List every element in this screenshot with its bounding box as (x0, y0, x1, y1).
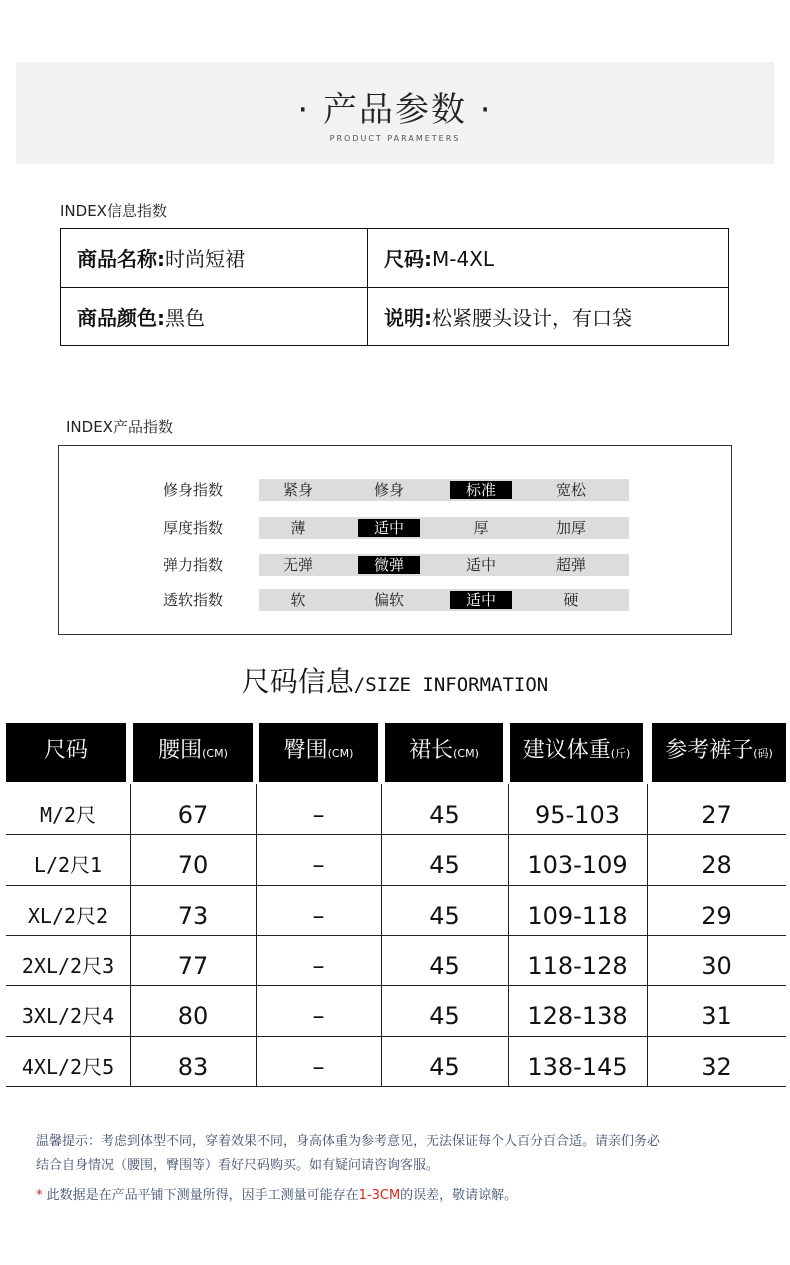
index-scale-bar (259, 517, 629, 539)
info-cell (368, 229, 729, 288)
error-range: 1-3CM (358, 1188, 401, 1203)
index-option: 加厚 (555, 519, 586, 537)
info-value: M-4XL (432, 247, 495, 272)
size-title-en: /SIZE INFORMATION (353, 674, 549, 696)
size-label-cell: 4XL/2尺5 (21, 1055, 115, 1079)
index-option: 无弹 (282, 556, 313, 574)
index-row-name: 弹力指数 (163, 556, 224, 574)
header-label: 参考裤子 (665, 738, 754, 763)
size-value-cell: 45 (429, 1002, 460, 1030)
size-value-cell: – (312, 851, 325, 879)
size-value-cell: 45 (429, 1053, 460, 1081)
product-index-box (58, 445, 732, 635)
size-value-cell: 83 (177, 1053, 209, 1081)
size-value-cell: 45 (429, 801, 460, 829)
size-label-cell: M/2尺 (39, 803, 97, 827)
index-row-name: 修身指数 (163, 481, 224, 499)
header-label: 腰围 (158, 738, 203, 763)
info-cell (61, 229, 368, 288)
size-value-cell: 73 (177, 902, 209, 930)
size-value-cell: 109-118 (527, 902, 628, 930)
size-value-cell: – (312, 1002, 325, 1030)
size-value-cell: 128-138 (527, 1002, 628, 1030)
index-option: 宽松 (555, 481, 586, 499)
size-label-cell: L/2尺1 (33, 853, 103, 877)
info-key: 商品名称: (77, 247, 165, 272)
size-value-cell: – (312, 801, 325, 829)
size-label-cell: XL/2尺2 (27, 904, 109, 928)
size-title-cn: 尺码信息 (241, 665, 354, 698)
index-row (163, 554, 633, 576)
size-header-cell (510, 723, 643, 782)
size-value-cell: – (312, 1053, 325, 1081)
index-option: 厚 (473, 519, 489, 537)
size-header-cell (133, 723, 253, 782)
index-option-selected: 标准 (450, 481, 512, 499)
size-value-cell: 80 (177, 1002, 209, 1030)
index-option-selected: 微弹 (358, 556, 420, 574)
index-row (163, 589, 633, 611)
size-value-cell: 29 (701, 902, 732, 930)
info-value: 松紧腰头设计，有口袋 (432, 305, 632, 330)
info-row (61, 229, 729, 288)
info-key: 商品颜色: (77, 305, 165, 330)
index-row-name: 厚度指数 (163, 519, 224, 537)
size-header-cell (385, 723, 503, 782)
index-option: 修身 (373, 481, 404, 499)
index-option: 适中 (465, 556, 496, 574)
header-label: 裙长 (409, 738, 454, 763)
index-scale-bar (259, 554, 629, 576)
size-value-cell: 27 (701, 801, 732, 829)
size-label-cell: 2XL/2尺3 (21, 954, 115, 978)
info-cell (368, 287, 729, 346)
size-value-cell: 118-128 (527, 952, 628, 980)
header-unit: (码) (753, 747, 773, 760)
index-option: 薄 (290, 519, 306, 537)
measurement-note-b: 的误差，敬请谅解。 (400, 1188, 518, 1203)
size-value-cell: 67 (177, 801, 209, 829)
size-value-cell: 77 (177, 952, 209, 980)
index-section-label: INDEX产品指数 (66, 418, 173, 436)
index-option: 偏软 (373, 591, 404, 609)
product-parameters-banner (16, 62, 774, 164)
header-label: 尺码 (43, 738, 88, 763)
size-info-title (0, 660, 790, 700)
size-value-cell: 28 (701, 851, 732, 879)
index-row (163, 517, 633, 539)
size-value-cell: 138-145 (527, 1053, 628, 1081)
index-option: 硬 (563, 591, 579, 609)
size-value-cell: 45 (429, 851, 460, 879)
index-option: 超弹 (555, 556, 586, 574)
asterisk: * (36, 1188, 43, 1203)
index-scale-bar (259, 589, 629, 611)
info-section-label: INDEX信息指数 (60, 202, 167, 220)
size-value-cell: 30 (701, 952, 732, 980)
size-value-cell: 45 (429, 952, 460, 980)
info-cell (61, 287, 368, 346)
tip-line-2: 结合自身情况（腰围，臀围等）看好尺码购买。如有疑问请咨询客服。 (36, 1158, 440, 1173)
header-label: 臀围 (283, 738, 328, 763)
size-header-cell (652, 723, 786, 782)
index-option: 紧身 (282, 481, 313, 499)
header-unit: (CM) (202, 747, 228, 760)
info-key: 说明: (384, 305, 432, 330)
index-row (163, 479, 633, 501)
info-table (60, 228, 729, 346)
size-value-cell: 45 (429, 902, 460, 930)
header-unit: (CM) (327, 747, 354, 760)
tip-line-1: 温馨提示：考虑到体型不同，穿着效果不同，身高体重为参考意见，无法保证每个人百分百合适。请亲们务必 (36, 1134, 661, 1149)
header-unit: (CM) (453, 747, 479, 760)
index-option: 软 (290, 591, 306, 609)
size-header-cell (6, 723, 126, 782)
size-value-cell: 95-103 (534, 801, 620, 829)
index-scale-bar (259, 479, 629, 501)
banner-subtitle: PRODUCT PARAMETERS (329, 134, 461, 143)
info-key: 尺码: (384, 247, 432, 272)
header-label: 建议体重 (522, 738, 611, 763)
size-value-cell: – (312, 952, 325, 980)
size-value-cell: 70 (177, 851, 209, 879)
header-unit: (斤) (610, 747, 631, 760)
info-row (61, 287, 729, 346)
info-value: 黑色 (165, 305, 205, 330)
size-value-cell: – (312, 902, 325, 930)
size-value-cell: 103-109 (527, 851, 628, 879)
index-option-selected: 适中 (358, 519, 420, 537)
measurement-note-a: 此数据是在产品平铺下测量所得，因手工测量可能存在 (42, 1188, 359, 1203)
banner-title: · 产品参数 · (297, 90, 493, 130)
size-value-cell: 32 (701, 1053, 732, 1081)
size-value-cell: 31 (701, 1002, 732, 1030)
measurement-note (36, 1184, 517, 1207)
info-value: 时尚短裙 (165, 247, 245, 272)
size-label-cell: 3XL/2尺4 (21, 1004, 115, 1028)
index-row-name: 透软指数 (163, 591, 224, 609)
index-option-selected: 适中 (450, 591, 512, 609)
size-header-cell (259, 723, 378, 782)
